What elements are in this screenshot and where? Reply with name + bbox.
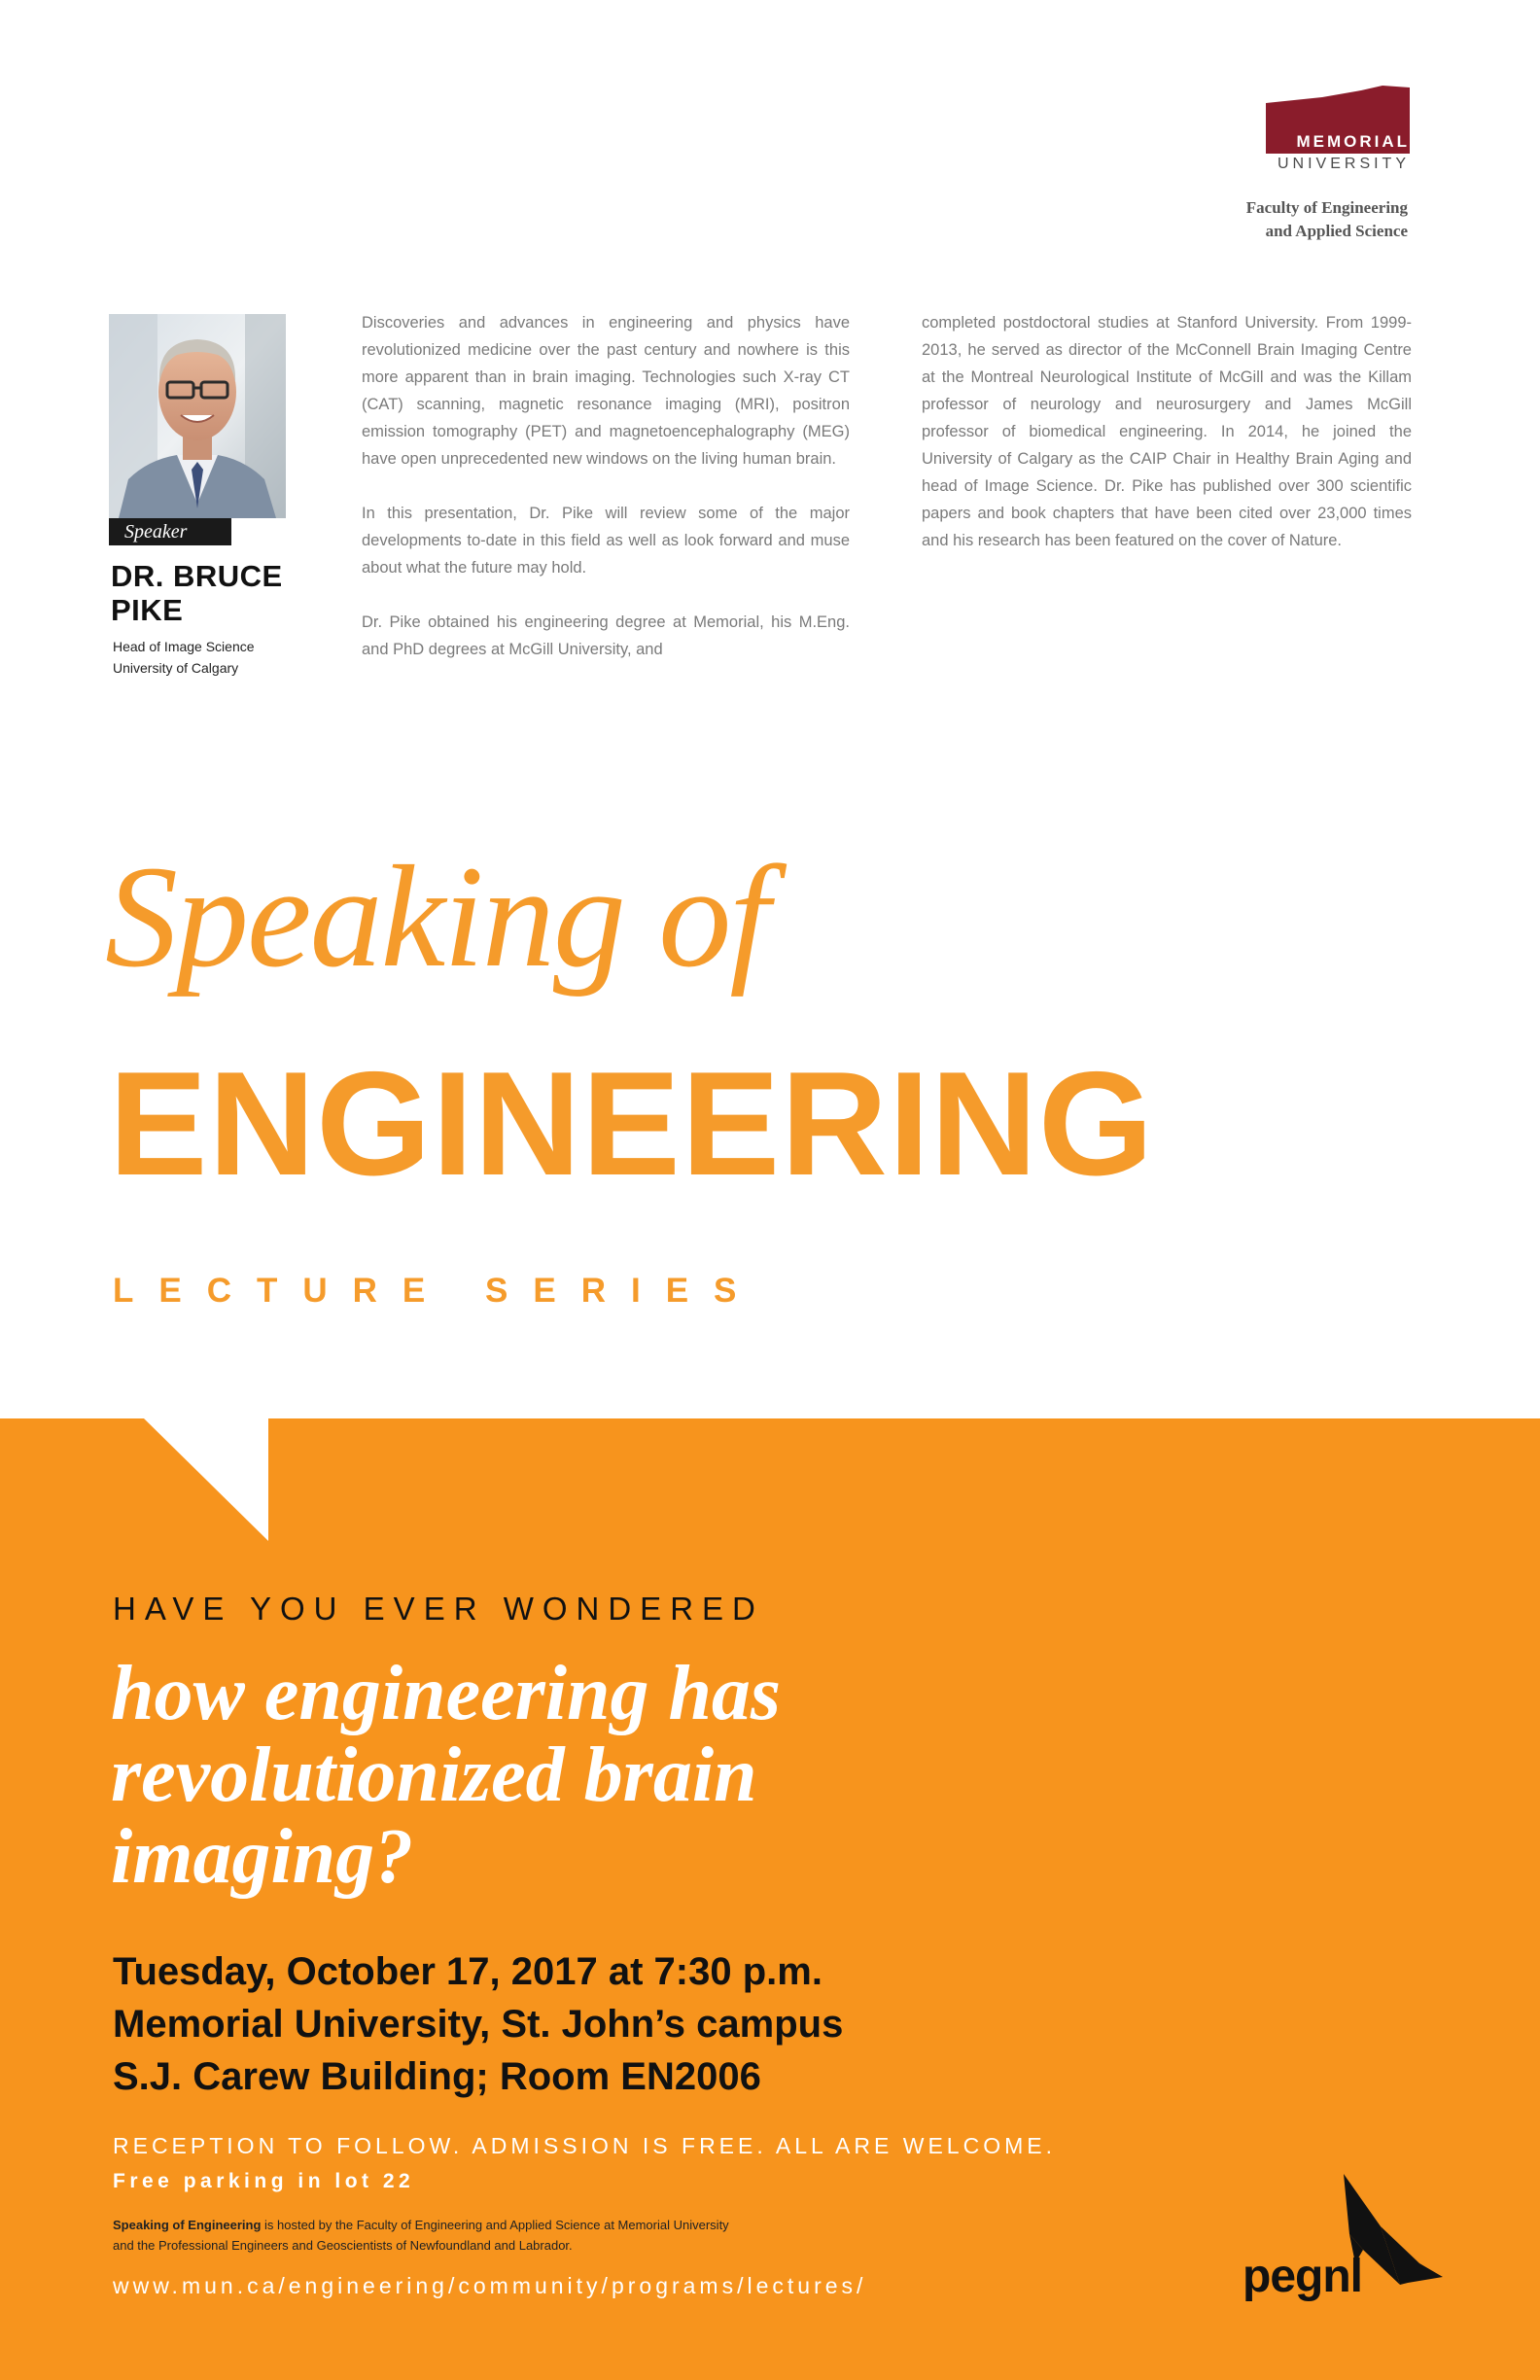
parking-note: Free parking in lot 22 <box>113 2170 415 2192</box>
question-line-1: how engineering has <box>111 1651 782 1736</box>
speaker-name <box>111 559 334 627</box>
question-line-2: revolutionized brain <box>111 1732 757 1818</box>
pegnl-logo <box>1235 2170 1449 2306</box>
lecture-series-label: LECTURE SERIES <box>113 1272 762 1310</box>
speaker-role-line-2: University of Calgary <box>113 660 239 676</box>
hosted-line-1 <box>113 2215 988 2235</box>
event-details <box>113 1945 843 2103</box>
event-room: S.J. Carew Building; Room EN2006 <box>113 2055 761 2098</box>
speaker-name-line-1: DR. BRUCE <box>111 559 283 593</box>
title-engineering: ENGINEERING <box>109 1041 1155 1207</box>
event-campus: Memorial University, St. John’s campus <box>113 2003 844 2046</box>
body-paragraph-bio-start: Dr. Pike obtained his engineering degree at Memorial, his M.Eng. and PhD degrees at McGill University, and <box>362 613 850 658</box>
body-paragraph-bio-continued: completed postdoctoral studies at Stanford University. From 1999-2013, he served as director of the McConnell Brain Imaging Centre at the Montreal Neurological Institute of McGill and was the Killam professor of neurology and neurosurgery and James McGill professor of biomedical engineering. In 2014, he joined the University of Calgary as the CAIP Chair in Healthy Brain Aging and head of Image Science. Dr. Pike has published over 300 scientific papers and book chapters that have been cited over 23,000 times and his research has been featured on the cover of Nature. <box>922 314 1412 549</box>
speech-bubble-notch <box>0 1418 1540 1545</box>
logo-word-university: UNIVERSITY <box>1277 156 1410 172</box>
lecture-question <box>111 1653 1083 1898</box>
body-paragraph-intro: Discoveries and advances in engineering and physics have revolutionized medicine over the past century and nowhere is this more apparent than in brain imaging. Technologies such X-ray CT (CAT) scanning, magnetic resonance imaging (MRI), positron emission tomography (PET) and magnetoencephalography (MEG) have open unprecedented new windows on the living human brain. <box>362 314 850 468</box>
speaker-role <box>113 636 336 679</box>
faculty-line-2: and Applied Science <box>1265 222 1408 240</box>
hosted-by-note <box>113 2215 988 2256</box>
hosted-line-2: and the Professional Engineers and Geoscientists of Newfoundland and Labrador. <box>113 2238 573 2253</box>
speaker-photo <box>109 314 286 518</box>
speaker-tag: Speaker <box>109 518 231 545</box>
title-speaking-of: Speaking of <box>105 836 769 998</box>
hosted-line-1-rest: is hosted by the Faculty of Engineering and Applied Science at Memorial University <box>261 2218 729 2232</box>
body-column-2 <box>922 309 1412 581</box>
hosted-series-name: Speaking of Engineering <box>113 2218 262 2232</box>
memorial-university-logo <box>1264 86 1410 175</box>
pegnl-wordmark: pegnl <box>1242 2251 1362 2302</box>
body-column-1 <box>362 309 850 690</box>
have-you-ever-wondered: HAVE YOU EVER WONDERED <box>113 1591 764 1627</box>
faculty-line-1: Faculty of Engineering <box>1245 198 1408 217</box>
speaker-role-line-1: Head of Image Science <box>113 639 255 654</box>
body-paragraph-presentation: In this presentation, Dr. Pike will review some of the major developments to-date in this field as well as look forward and muse about what the future may hold. <box>362 505 850 577</box>
speaker-name-line-2: PIKE <box>111 593 184 627</box>
faculty-name <box>1118 196 1408 243</box>
logo-word-memorial: MEMORIAL <box>1296 132 1410 151</box>
speaker-portrait-illustration <box>109 314 286 518</box>
event-date: Tuesday, October 17, 2017 at 7:30 p.m. <box>113 1950 822 1993</box>
reception-note: RECEPTION TO FOLLOW. ADMISSION IS FREE. ALL ARE WELCOME. <box>113 2133 1056 2158</box>
lecture-url-link[interactable]: www.mun.ca/engineering/community/programs/lectures/ <box>113 2273 867 2298</box>
question-line-3: imaging? <box>111 1814 414 1900</box>
